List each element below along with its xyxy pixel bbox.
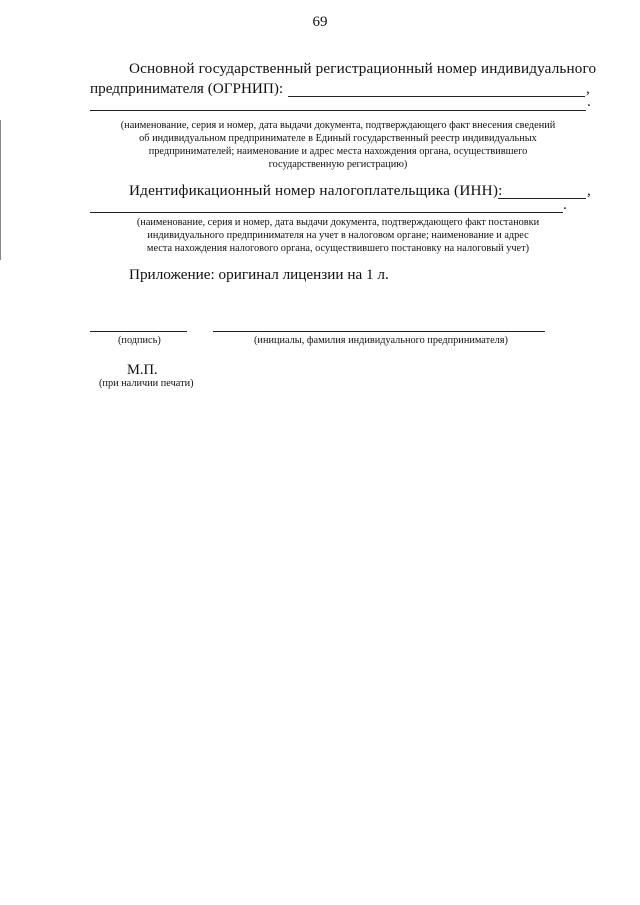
name-line[interactable]: [213, 331, 545, 332]
inn-note-line: (наименование, серия и номер, дата выдачи документа, подтверждающего факт постановки: [136, 217, 540, 228]
name-label: (инициалы, фамилия индивидуального предпринимателя): [254, 335, 508, 346]
inn-input-line[interactable]: [498, 198, 586, 199]
inn-comma: ,: [587, 182, 591, 199]
inn-label: Идентификационный номер налогоплательщика (ИНН):: [129, 182, 503, 199]
ogrnip-comma: ,: [586, 80, 590, 97]
ogrnip-input-line-2[interactable]: [90, 110, 586, 111]
ogrnip-note-line: предпринимателей; наименование и адрес места нахождения органа, осуществившего: [148, 146, 528, 157]
ogrnip-label-line1: Основной государственный регистрационный номер индивидуального: [129, 60, 597, 77]
ogrnip-input-line[interactable]: [288, 96, 585, 97]
ogrnip-note-line: (наименование, серия и номер, дата выдачи документа, подтверждающего факт внесения сведений: [120, 120, 556, 131]
signature-label: (подпись): [118, 335, 161, 346]
ogrnip-period: .: [587, 93, 591, 110]
stamp-note: (при наличии печати): [99, 378, 194, 389]
stamp-label: М.П.: [127, 362, 158, 378]
inn-note: [90, 216, 586, 255]
inn-period: .: [563, 196, 567, 213]
inn-input-line-2[interactable]: [90, 212, 563, 213]
ogrnip-note-line: государственную регистрацию): [268, 159, 408, 170]
attachment-line: Приложение: оригинал лицензии на 1 л.: [129, 266, 389, 283]
page-number: 69: [312, 14, 328, 30]
ogrnip-label-line2: предпринимателя (ОГРНИП):: [90, 80, 284, 97]
signature-line[interactable]: [90, 331, 187, 332]
ogrnip-note: [90, 119, 586, 171]
inn-note-line: индивидуального предпринимателя на учет в налоговом органе; наименование и адрес: [147, 230, 529, 241]
scan-edge-mark: [0, 120, 1, 260]
ogrnip-note-line: об индивидуальном предпринимателе в Единый государственный реестр индивидуальных: [139, 133, 537, 144]
inn-note-line: места нахождения налогового органа, осуществившего постановку на налоговый учет): [146, 243, 530, 254]
